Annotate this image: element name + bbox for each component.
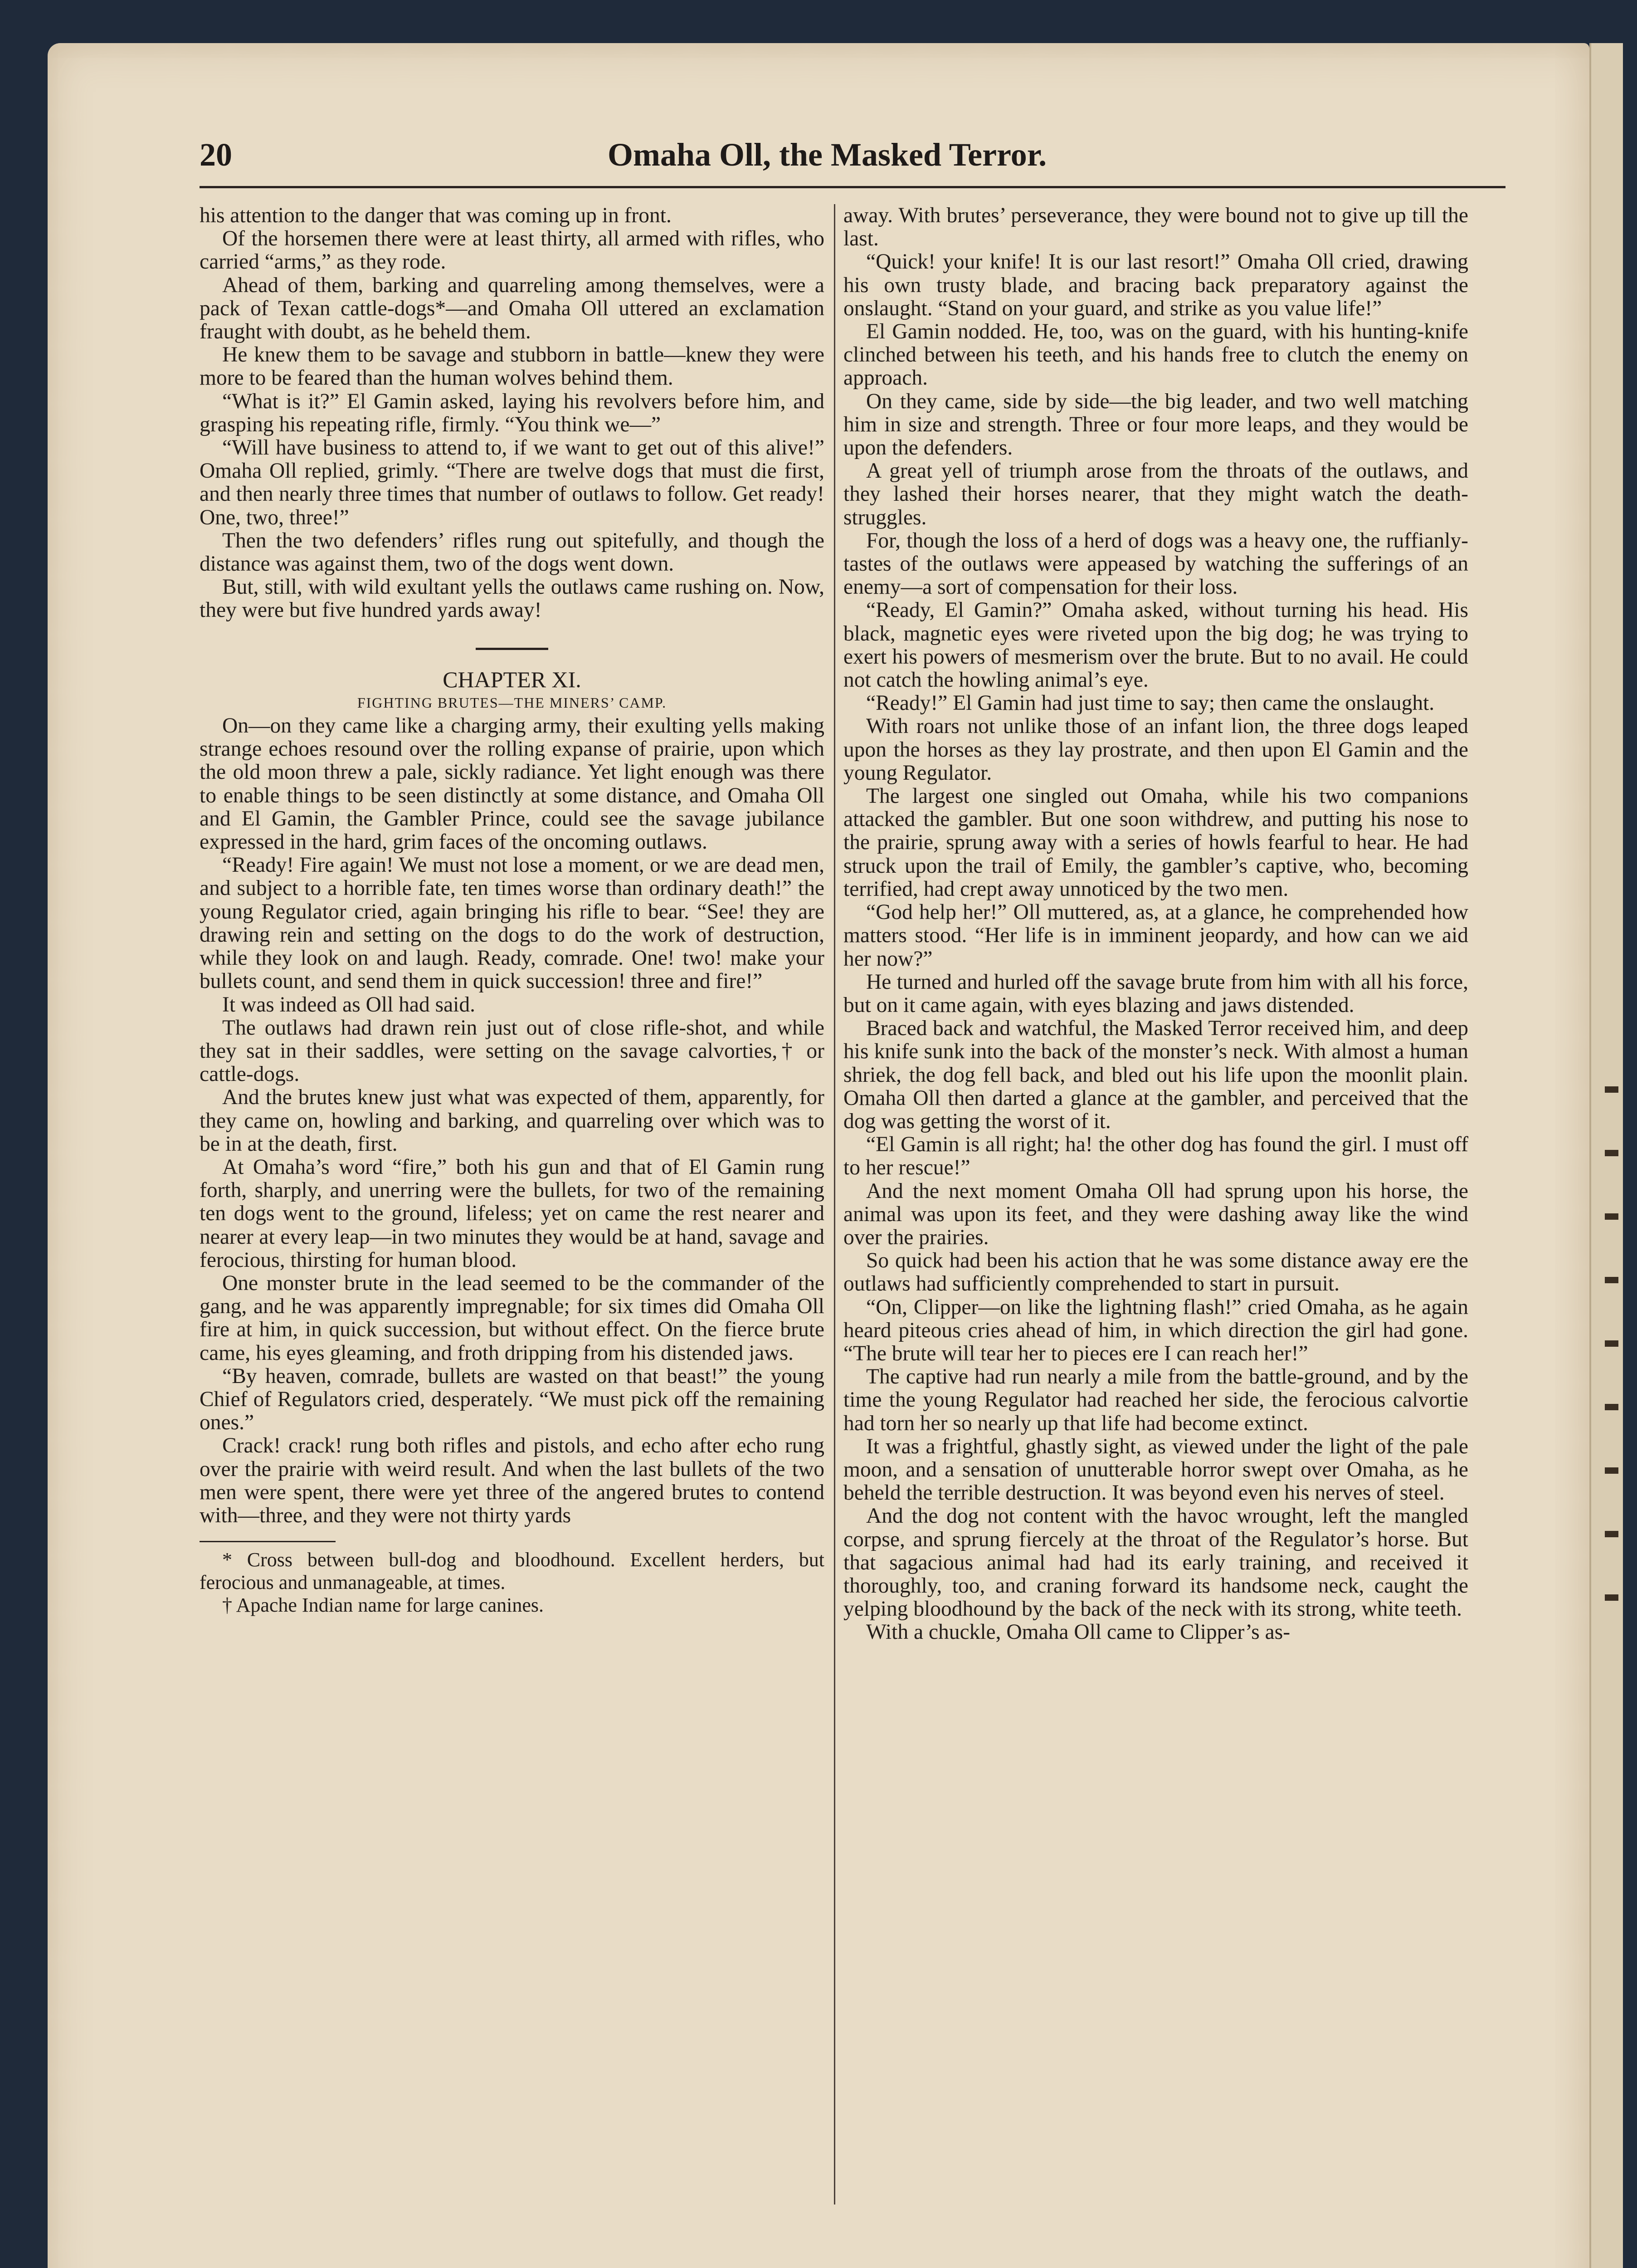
paragraph: “God help her!” Oll muttered, as, at a glance, he comprehended how matters stood. “Her life is in imminent jeopardy, and how can we aid her now?”	[843, 900, 1468, 971]
paragraph: He turned and hurled off the savage brute from him with all his force, but on it came again, with eyes blazing and jaws distended.	[843, 970, 1468, 1017]
paragraph: The largest one singled out Omaha, while his two companions attacked the gambler. But one soon withdrew, and putting his nose to the prairie, sprung away with a series of howls fearful to hear. He had struck upon the trail of Emily, the gambler’s captive, who, becoming terrified, had crept away unnoticed by the two men.	[843, 784, 1468, 901]
paragraph: away. With brutes’ perseverance, they were bound not to give up till the last.	[843, 204, 1468, 251]
paragraph: Then the two defenders’ rifles rung out spitefully, and though the distance was against them, two of the dogs went down.	[200, 528, 824, 576]
paragraph: The captive had run nearly a mile from the battle-ground, and by the time the young Regulator had reached her side, the ferocious calvortie had torn her so nearly up that life had become extinct.	[843, 1365, 1468, 1435]
running-title: Omaha Oll, the Masked Terror.	[608, 137, 1047, 173]
paragraph: Ahead of them, barking and quarreling among themselves, were a pack of Texan cattle-dogs*—and Omaha Oll uttered an exclamation fraught with doubt, as he beheld them.	[200, 273, 824, 344]
paragraph: “Will have business to attend to, if we want to get out of this alive!” Omaha Oll replied, grimly. “There are twelve dogs that must die first, and then nearly three times that number of outlaws to follow. Get ready! One, two, three!”	[200, 436, 824, 529]
paragraph: “Ready, El Gamin?” Omaha asked, without turning his head. His black, magnetic eyes were riveted upon the big dog; he was trying to exert his powers of mesmerism over the brute. But to no avail. He could not catch the howling animal’s eye.	[843, 598, 1468, 692]
paragraph: And the next moment Omaha Oll had sprung upon his horse, the animal was upon its feet, and they were dashing away like the wind over the prairies.	[843, 1179, 1468, 1249]
paragraph: A great yell of triumph arose from the throats of the outlaws, and they lashed their horses nearer, that they might watch the death-struggles.	[843, 459, 1468, 529]
paragraph: It was a frightful, ghastly sight, as viewed under the light of the pale moon, and a sensation of unutterable horror swept over Omaha, as he beheld the terrible destruction. It was beyond even his nerves of steel.	[843, 1434, 1468, 1505]
paragraph: One monster brute in the lead seemed to be the commander of the gang, and he was apparently impregnable; for six times did Omaha Oll fire at him, in quick succession, but without effect. On the fierce brute came, his eyes gleaming, and froth dripping from his distended jaws.	[200, 1271, 824, 1365]
paragraph: On they came, side by side—the big leader, and two well matching him in size and strength. Three or four more leaps, and they would be upon the defenders.	[843, 389, 1468, 460]
footnote: † Apache Indian name for large canines.	[222, 1594, 544, 1617]
section-divider	[476, 648, 548, 650]
paragraph: El Gamin nodded. He, too, was on the guard, with his hunting-knife clinched between his teeth, and his hands free to clutch the enemy on approach.	[843, 320, 1468, 390]
paragraph: It was indeed as Oll had said.	[222, 992, 475, 1017]
header-rule	[200, 186, 1505, 188]
left-column	[200, 204, 824, 1617]
paragraph: With a chuckle, Omaha Oll came to Clipper’s as-	[866, 1620, 1291, 1644]
right-column	[843, 204, 1468, 1644]
paragraph: “Ready! Fire again! We must not lose a moment, or we are dead men, and subject to a horrible fate, ten times worse than ordinary death!” the young Regulator cried, again bringing his rifle to bear. “See! they are drawing rein and setting on the dogs to do the work of destruction, while they look on and laugh. Ready, comrade. One! two! make your bullets count, and send them in quick succession! three and fire!”	[200, 853, 824, 993]
paragraph: For, though the loss of a herd of dogs was a heavy one, the ruffianly-tastes of the outlaws were appeased by watching the sufferings of an enemy—a sort of compensation for their loss.	[843, 528, 1468, 599]
column-divider	[834, 204, 835, 2204]
page-number: 20	[200, 137, 232, 173]
paragraph: “On, Clipper—on like the lightning flash!” cried Omaha, as he again heard piteous cries ahead of him, in which direction the girl had gone. “The brute will tear her to pieces ere I can reach her!”	[843, 1295, 1468, 1365]
paragraph: With roars not unlike those of an infant lion, the three dogs leaped upon the horses as they lay prostrate, and then upon El Gamin and the young Regulator.	[843, 714, 1468, 785]
paragraph: “El Gamin is all right; ha! the other dog has found the girl. I must off to her rescue!”	[843, 1133, 1468, 1180]
paragraph: He knew them to be savage and stubborn in battle—knew they were more to be feared than the human wolves behind them.	[200, 343, 824, 390]
footnote: * Cross between bull-dog and bloodhound. Excellent herders, but ferocious and unmanageable, at times.	[200, 1549, 824, 1594]
chapter-subtitle: FIGHTING BRUTES—THE MINERS’ CAMP.	[357, 694, 667, 711]
paragraph: On—on they came like a charging army, their exulting yells making strange echoes resound over the rolling expanse of prairie, upon which the old moon threw a pale, sickly radiance. Yet light enough was there to enable things to be seen distinctly at some distance, and Omaha Oll and El Gamin, the Gambler Prince, could see the savage jubilance expressed in the hard, grim faces of the oncoming outlaws.	[200, 714, 824, 854]
footnote-rule	[200, 1541, 336, 1542]
chapter-title: CHAPTER XI.	[443, 666, 581, 692]
paragraph: The outlaws had drawn rein just out of close rifle-shot, and while they sat in their saddles, were setting on the savage calvorties,† or cattle-dogs.	[200, 1016, 824, 1086]
paragraph: “Ready!” El Gamin had just time to say; then came the onslaught.	[866, 691, 1435, 715]
paragraph: And the dog not content with the havoc wrought, left the mangled corpse, and sprung fiercely at the throat of the Regulator’s horse. But that sagacious animal had had its early training, and received it thoroughly, too, and craning forward its handsome neck, caught the yelping bloodhound by the back of the neck with its strong, white teeth.	[843, 1504, 1468, 1621]
paragraph: So quick had been his action that he was some distance away ere the outlaws had sufficiently comprehended to start in pursuit.	[843, 1249, 1468, 1296]
paragraph: “Quick! your knife! It is our last resort!” Omaha Oll cried, drawing his own trusty blade, and bracing back preparatory against the onslaught. “Stand on your guard, and strike as you value life!”	[843, 250, 1468, 320]
paragraph: Of the horsemen there were at least thirty, all armed with rifles, who carried “arms,” as they rode.	[200, 227, 824, 274]
paragraph: And the brutes knew just what was expected of them, apparently, for they came on, howling and barking, and quarreling over which was to be in at the death, first.	[200, 1085, 824, 1156]
paragraph: Crack! crack! rung both rifles and pistols, and echo after echo rung over the prairie with weird result. And when the last bullets of the two men were spent, there were yet three of the angered brutes to contend with—three, and they were not thirty yards	[200, 1434, 824, 1527]
paragraph: his attention to the danger that was coming up in front.	[200, 204, 672, 227]
next-page-edge	[1589, 43, 1623, 2268]
paragraph: “By heaven, comrade, bullets are wasted on that beast!” the young Chief of Regulators cried, desperately. “We must pick off the remaining ones.”	[200, 1364, 824, 1435]
paragraph: “What is it?” El Gamin asked, laying his revolvers before him, and grasping his repeating rifle, firmly. “You think we—”	[200, 389, 824, 436]
paragraph: But, still, with wild exultant yells the outlaws came rushing on. Now, they were but five hundred yards away!	[200, 575, 824, 622]
paragraph: Braced back and watchful, the Masked Terror received him, and deep his knife sunk into the back of the monster’s neck. With almost a human shriek, the dog fell back, and bled out his life upon the moonlit plain. Omaha Oll then darted a glance at the gambler, and perceived that the dog was getting the worst of it.	[843, 1017, 1468, 1133]
paragraph: At Omaha’s word “fire,” both his gun and that of El Gamin rung forth, sharply, and unerring were the bullets, for two of the remaining ten dogs went to the ground, lifeless; yet on came the rest nearer and nearer at every leap—in two minutes they would be at hand, savage and ferocious, thirsting for human blood.	[200, 1155, 824, 1272]
